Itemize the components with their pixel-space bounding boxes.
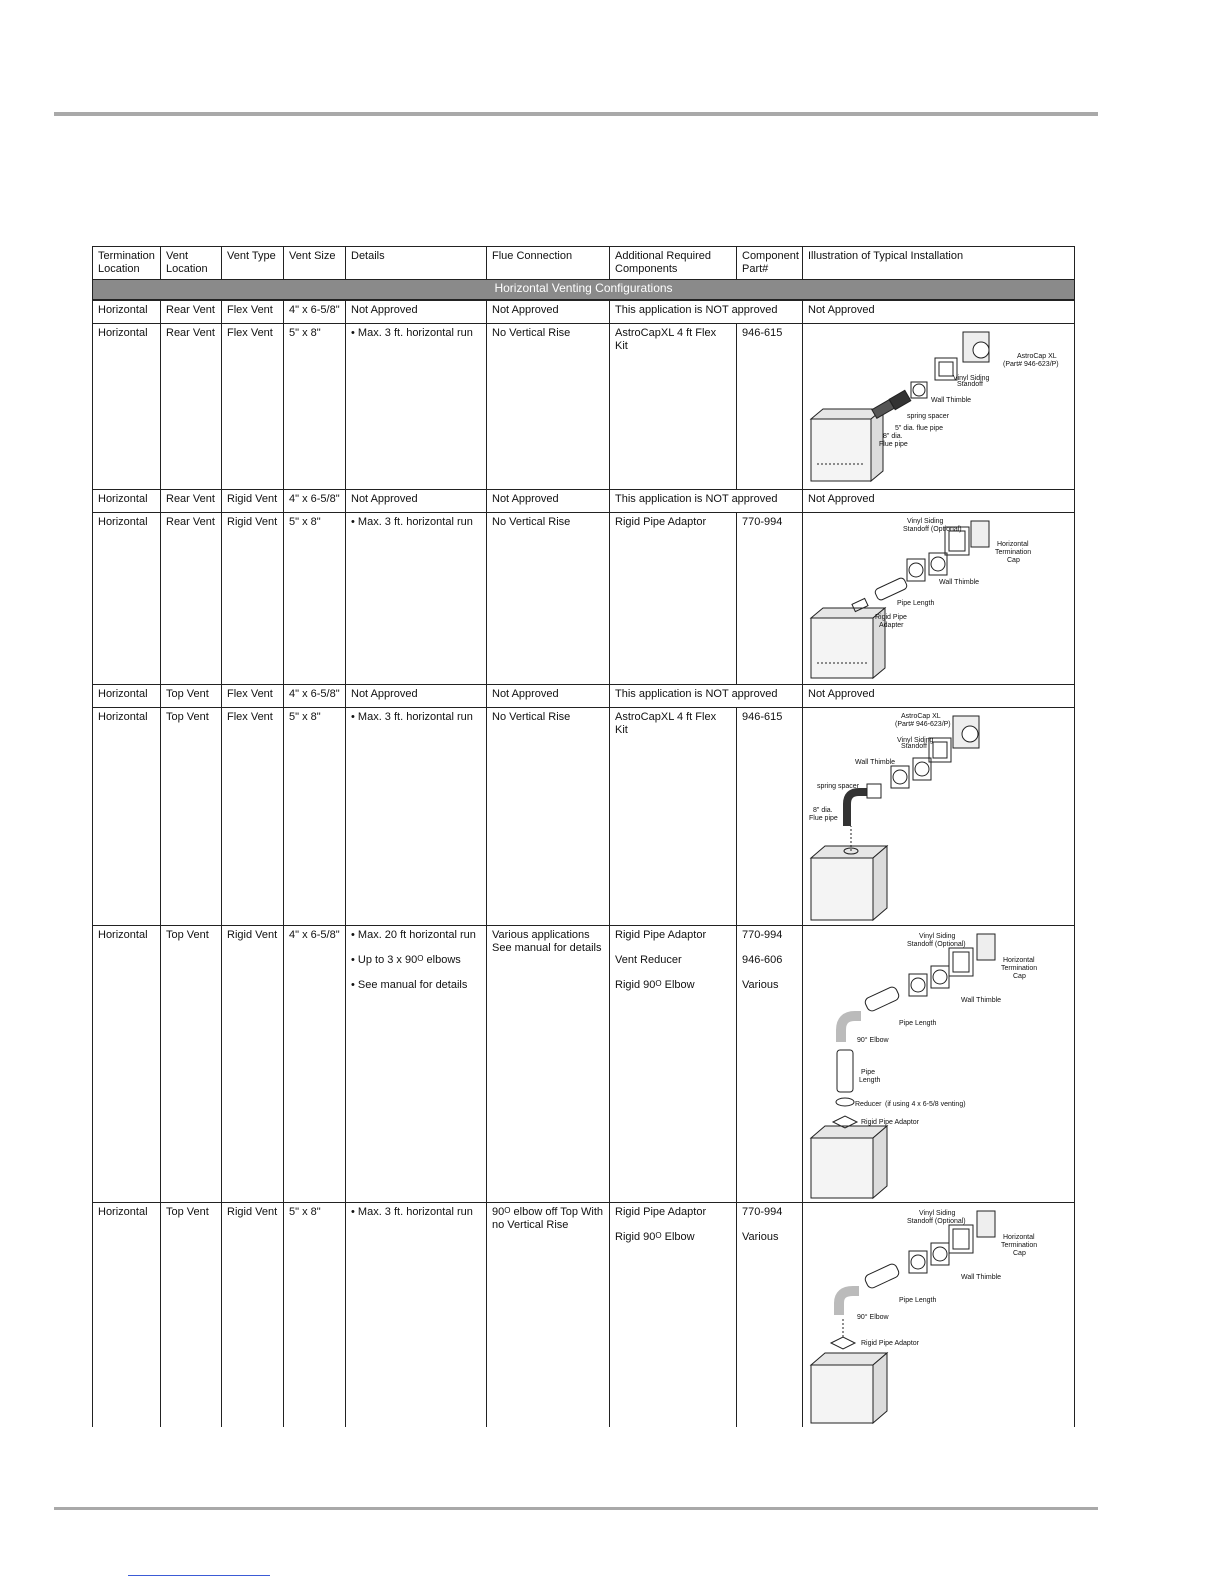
label-astrocap: AstroCap XL (901, 713, 941, 720)
label-cap: Cap (1007, 557, 1020, 564)
label-wall-thimble: Wall Thimble (931, 397, 972, 404)
section-title: Horizontal Venting Configurations (93, 280, 1075, 301)
label-horizontal: Horizontal (1003, 957, 1035, 964)
degree-mark: O (417, 954, 424, 963)
cell-termination: Horizontal (93, 490, 161, 513)
label-standoff: Standoff (957, 381, 983, 388)
cell-vent-location: Rear Vent (161, 300, 222, 324)
label-spring-spacer: spring spacer (907, 413, 950, 420)
label-termination: Termination (1001, 965, 1038, 972)
col-termination-location: Termination Location (93, 247, 161, 280)
label-termination: Termination (995, 549, 1032, 556)
cell-flue: No Vertical Rise (487, 708, 610, 926)
col-details: Details (346, 247, 487, 280)
cell-details: • Max. 3 ft. horizontal run (346, 1203, 487, 1427)
cell-vent-size: 4" x 6-5/8" (284, 685, 346, 708)
label-flue-pipe: Flue pipe (879, 441, 908, 448)
table-row (93, 685, 1075, 708)
cell-components (610, 1203, 737, 1427)
cell-vent-type: Flex Vent (222, 708, 284, 926)
col-additional-components: Additional Required Components (610, 247, 737, 280)
label-standoff: Standoff (901, 743, 927, 750)
rigid-rear-illustration (803, 513, 1073, 683)
label-pipe-length: Pipe Length (897, 600, 935, 607)
table-row (93, 300, 1075, 324)
cell-termination: Horizontal (93, 1203, 161, 1427)
part-line: 770-994 (742, 1206, 783, 1218)
cell-components: Rigid Pipe Adaptor (610, 513, 737, 685)
cell-illustration: Not Approved (803, 490, 1075, 513)
cell-components (610, 926, 737, 1203)
label-horizontal: Horizontal (1003, 1234, 1035, 1241)
component-line: Rigid Pipe Adaptor (615, 1206, 707, 1218)
label-reducer: Reducer (855, 1101, 882, 1108)
label-astrocap-part: (Part# 946-623/P) (895, 721, 951, 728)
component-line: Rigid $90^O$ Elbow (615, 1231, 695, 1243)
label-wall-thimble: Wall Thimble (961, 997, 1002, 1004)
cell-details: Not Approved (346, 685, 487, 708)
part-line: 770-994 (742, 929, 783, 941)
label-cap: Cap (1013, 1250, 1026, 1257)
cell-vent-location: Top Vent (161, 708, 222, 926)
table-header-row (93, 247, 1075, 280)
rigid-top-elbow-illustration (803, 1203, 1073, 1425)
cell-vent-size: 4" x 6-5/8" (284, 490, 346, 513)
col-flue-connection: Flue Connection (487, 247, 610, 280)
cell-termination: Horizontal (93, 324, 161, 490)
cell-details: Not Approved (346, 300, 487, 324)
label-8in-dia: 8" dia. (813, 807, 833, 814)
cell-termination: Horizontal (93, 926, 161, 1203)
cell-illustration (803, 708, 1075, 926)
cell-vent-type: Rigid Vent (222, 513, 284, 685)
cell-vent-size: 4" x 6-5/8" (284, 926, 346, 1203)
label-pipe-length: Pipe Length (899, 1297, 937, 1304)
cell-details (346, 926, 487, 1203)
astrocap-rear-flex-illustration (803, 324, 1073, 488)
footer-rule (54, 1507, 1098, 1510)
label-vinyl-siding: Vinyl Siding (953, 375, 990, 382)
cell-components: This application is NOT approved (610, 300, 803, 324)
cell-vent-size: 5" x 8" (284, 708, 346, 926)
part-line: Various (742, 979, 779, 991)
cell-details: • Max. 3 ft. horizontal run (346, 324, 487, 490)
degree-mark: O (655, 979, 662, 988)
cell-vent-type: Flex Vent (222, 300, 284, 324)
label-5in-flue: 5" dia. flue pipe (895, 425, 944, 432)
label-rigid-pipe-adaptor: Rigid Pipe Adaptor (861, 1340, 919, 1347)
cell-components: This application is NOT approved (610, 685, 803, 708)
table-row (93, 1203, 1075, 1427)
cell-vent-location: Top Vent (161, 926, 222, 1203)
label-astrocap: AstroCap XL (1017, 353, 1057, 360)
cell-components: This application is NOT approved (610, 490, 803, 513)
col-component-part: Component Part# (737, 247, 803, 280)
venting-table (92, 246, 1075, 1427)
cell-part: 946-615 (737, 324, 803, 490)
cell-vent-type: Rigid Vent (222, 490, 284, 513)
cell-vent-location: Top Vent (161, 1203, 222, 1427)
component-line: Rigid $90^O$ Elbow (615, 979, 695, 991)
cell-flue: Not Approved (487, 490, 610, 513)
cell-part: 770-994 (737, 513, 803, 685)
cell-part: 946-615 (737, 708, 803, 926)
cell-illustration (803, 1203, 1075, 1427)
label-8in-dia: 8" dia. (883, 433, 903, 440)
cell-termination: Horizontal (93, 708, 161, 926)
table-row (93, 513, 1075, 685)
cell-flue: No Vertical Rise (487, 513, 610, 685)
label-standoff-optional: Standoff (Optional) (907, 1218, 966, 1225)
cell-termination: Horizontal (93, 300, 161, 324)
col-illustration: Illustration of Typical Installation (803, 247, 1075, 280)
section-header-row (93, 280, 1075, 301)
cell-flue: Various applications See manual for details (487, 926, 610, 1203)
label-90-elbow: 90° Elbow (857, 1037, 889, 1044)
cell-vent-size: 5" x 8" (284, 513, 346, 685)
table-row (93, 490, 1075, 513)
label-rigid-pipe-adaptor: Rigid Pipe Adaptor (861, 1119, 919, 1126)
cell-components: AstroCapXL 4 ft Flex Kit (610, 708, 737, 926)
label-pipe: Pipe (861, 1069, 876, 1076)
degree-mark: O (655, 1231, 662, 1240)
label-vinyl-siding: Vinyl Siding (907, 518, 944, 525)
label-cap: Cap (1013, 973, 1026, 980)
cell-details: Not Approved (346, 490, 487, 513)
cell-vent-type: Flex Vent (222, 685, 284, 708)
label-astrocap-part: (Part# 946-623/P) (1003, 361, 1059, 368)
detail-line: • Up to 3 x $90^O$ elbows (351, 954, 461, 966)
col-vent-location: Vent Location (161, 247, 222, 280)
label-90-elbow: 90° Elbow (857, 1314, 889, 1321)
cell-flue: $90^O$ elbow off Top With no Vertical Rise (487, 1203, 610, 1427)
component-line: Rigid Pipe Adaptor (615, 929, 707, 941)
cell-illustration: Not Approved (803, 685, 1075, 708)
cell-components: AstroCapXL 4 ft Flex Kit (610, 324, 737, 490)
part-line: 946-606 (742, 954, 783, 966)
label-wall-thimble: Wall Thimble (961, 1274, 1002, 1281)
table-row (93, 708, 1075, 926)
cell-vent-size: 5" x 8" (284, 1203, 346, 1427)
cell-part (737, 1203, 803, 1427)
label-adapter: Adapter (879, 622, 904, 629)
cell-vent-type: Rigid Vent (222, 926, 284, 1203)
cell-flue: No Vertical Rise (487, 324, 610, 490)
part-line: Various (742, 1231, 779, 1243)
label-vinyl-siding: Vinyl Siding (897, 737, 934, 744)
cell-vent-location: Rear Vent (161, 490, 222, 513)
cell-termination: Horizontal (93, 513, 161, 685)
cell-illustration (803, 926, 1075, 1203)
table-row (93, 926, 1075, 1203)
cell-vent-type: Rigid Vent (222, 1203, 284, 1427)
cell-part (737, 926, 803, 1203)
label-flue-pipe: Flue pipe (809, 815, 838, 822)
label-wall-thimble: Wall Thimble (855, 759, 896, 766)
label-pipe-length: Pipe Length (899, 1020, 937, 1027)
cell-vent-size: 5" x 8" (284, 324, 346, 490)
detail-line: • See manual for details (351, 979, 468, 991)
cell-details: • Max. 3 ft. horizontal run (346, 513, 487, 685)
cell-vent-location: Top Vent (161, 685, 222, 708)
col-vent-type: Vent Type (222, 247, 284, 280)
footer-link-underline[interactable] (128, 1575, 270, 1576)
cell-flue: Not Approved (487, 685, 610, 708)
label-spring-spacer: spring spacer (817, 783, 860, 790)
cell-vent-size: 4" x 6-5/8" (284, 300, 346, 324)
cell-details: • Max. 3 ft. horizontal run (346, 708, 487, 926)
label-vinyl-siding: Vinyl Siding (919, 1210, 956, 1217)
label-vinyl-siding: Vinyl Siding (919, 933, 956, 940)
cell-vent-type: Flex Vent (222, 324, 284, 490)
cell-flue: Not Approved (487, 300, 610, 324)
rigid-top-reducer-illustration (803, 926, 1073, 1201)
header-rule (54, 112, 1098, 116)
component-line: Vent Reducer (615, 954, 682, 966)
astrocap-top-flex-illustration (803, 708, 1073, 924)
label-standoff-optional: Standoff (Optional) (907, 941, 966, 948)
label-standoff-optional: Standoff (Optional) (903, 526, 962, 533)
cell-illustration: Not Approved (803, 300, 1075, 324)
label-horizontal: Horizontal (997, 541, 1029, 548)
cell-vent-location: Rear Vent (161, 324, 222, 490)
label-rigid-pipe: Rigid Pipe (875, 614, 907, 621)
table-row (93, 324, 1075, 490)
label-wall-thimble: Wall Thimble (939, 579, 980, 586)
degree-mark: O (504, 1206, 511, 1215)
col-vent-size: Vent Size (284, 247, 346, 280)
cell-termination: Horizontal (93, 685, 161, 708)
cell-vent-location: Rear Vent (161, 513, 222, 685)
label-termination: Termination (1001, 1242, 1038, 1249)
detail-line: • Max. 20 ft horizontal run (351, 929, 476, 941)
cell-illustration (803, 513, 1075, 685)
label-reducer-note: (if using 4 x 6-5/8 venting) (885, 1101, 966, 1108)
label-length: Length (859, 1077, 881, 1084)
cell-illustration (803, 324, 1075, 490)
